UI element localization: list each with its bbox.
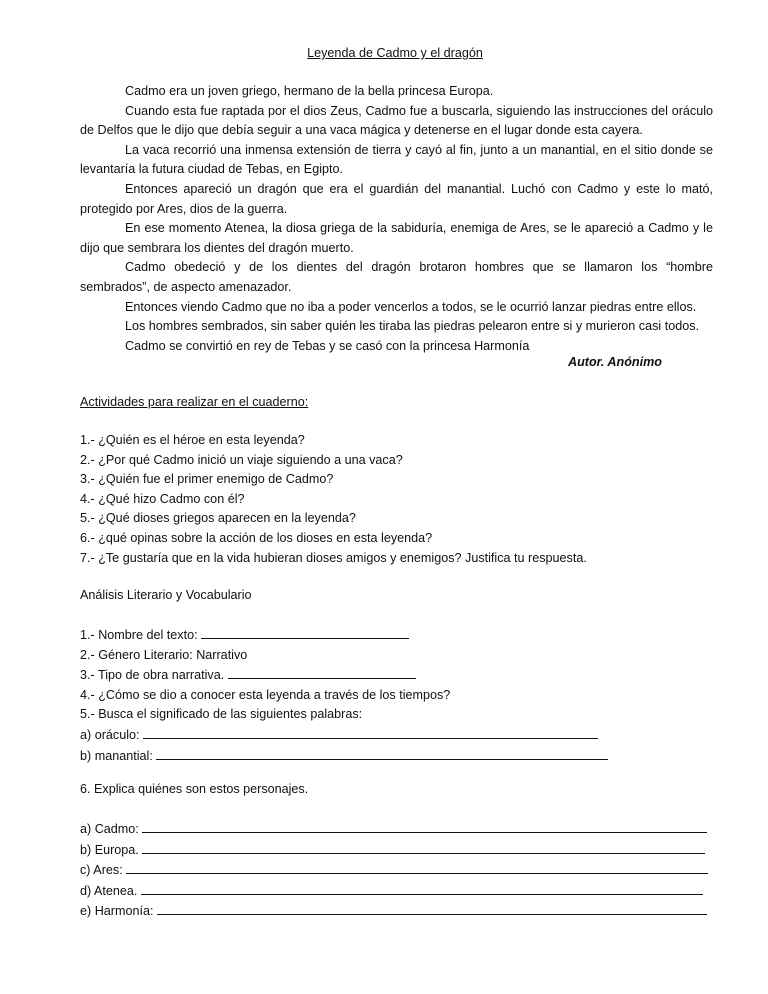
analysis-item: [80, 686, 608, 706]
story-paragraph: La vaca recorrió una inmensa extensión de tierra y cayó al fin, junto a un manantial, en el sitio donde se levantaría la futura ciudad de Tebas, en Egipto.: [80, 142, 713, 177]
character-item: [80, 881, 708, 902]
author-credit: Autor. Anónimo: [568, 355, 662, 369]
character-item-label: e) Harmonía:: [80, 904, 157, 919]
character-item-label: d) Atenea.: [80, 883, 141, 898]
answer-blank[interactable]: [143, 725, 598, 739]
activity-question: 2.- ¿Por qué Cadmo inició un viaje siguiendo a una vaca?: [80, 452, 403, 467]
answer-blank[interactable]: [142, 840, 705, 854]
character-item: [80, 860, 708, 881]
activity-question: 7.- ¿Te gustaría que en la vida hubieran dioses amigos y enemigos? Justifica tu respuesta.: [80, 550, 587, 565]
character-item: [80, 901, 708, 922]
analysis-item: [80, 705, 608, 725]
document-title: Leyenda de Cadmo y el dragón: [307, 46, 483, 60]
characters-heading: 6. Explica quiénes son estos personajes.: [80, 782, 309, 796]
legend-text: [80, 82, 713, 356]
analysis-list: [80, 625, 608, 766]
story-paragraph: Cadmo era un joven griego, hermano de la bella princesa Europa.: [125, 84, 494, 98]
answer-blank[interactable]: [141, 881, 703, 895]
answer-blank[interactable]: [201, 625, 409, 639]
analysis-heading: Análisis Literario y Vocabulario: [80, 588, 252, 602]
analysis-item: [80, 665, 608, 686]
analysis-item-label: 5.- Busca el significado de las siguientes palabras:: [80, 707, 363, 722]
analysis-item-label: 4.- ¿Cómo se dio a conocer esta leyenda a través de los tiempos?: [80, 687, 451, 702]
answer-blank[interactable]: [126, 860, 708, 874]
character-item: [80, 819, 708, 840]
story-paragraph: Entonces apareció un dragón que era el guardián del manantial. Luchó con Cadmo y este lo mató, protegido por Ares, dios de la guerra.: [80, 181, 713, 216]
analysis-item-label: 3.- Tipo de obra narrativa.: [80, 668, 228, 683]
analysis-item-label: b) manantial:: [80, 748, 157, 763]
character-item-label: c) Ares:: [80, 863, 127, 878]
story-paragraph: Entonces viendo Cadmo que no iba a poder vencerlos a todos, se le ocurrió lanzar piedras entre ellos.: [125, 299, 697, 314]
analysis-item: [80, 625, 608, 646]
character-item-label: b) Europa.: [80, 842, 143, 857]
activity-question: 1.- ¿Quién es el héroe en esta leyenda?: [80, 433, 305, 447]
activities-list: [80, 431, 587, 568]
analysis-item: [80, 646, 608, 666]
analysis-item: [80, 746, 608, 767]
activity-question: 4.- ¿Qué hizo Cadmo con él?: [80, 491, 245, 506]
activities-heading: Actividades para realizar en el cuaderno:: [80, 395, 309, 409]
story-paragraph: Cadmo obedeció y de los dientes del dragón brotaron hombres que se llamaron los “hombre sembrados”, de aspecto amenazador.: [80, 260, 713, 294]
story-paragraph: Cadmo se convirtió en rey de Tebas y se casó con la princesa Harmonía: [125, 338, 530, 353]
analysis-item-label: 2.- Género Literario: Narrativo: [80, 647, 248, 662]
story-paragraph: En ese momento Atenea, la diosa griega de la sabiduría, enemiga de Ares, se le apareció a Cadmo y le dijo que sembrara los dientes del dragón muerto.: [80, 221, 713, 255]
character-item-label: a) Cadmo:: [80, 822, 143, 836]
story-paragraph: Cuando esta fue raptada por el dios Zeus, Cadmo fue a buscarla, siguiendo las instrucciones del oráculo de Delfos que le dijo que debía seguir a una vaca mágica y detenerse en el lugar donde esta cayera.: [80, 103, 713, 138]
activity-question: 5.- ¿Qué dioses griegos aparecen en la leyenda?: [80, 511, 356, 526]
answer-blank[interactable]: [157, 901, 707, 915]
story-paragraph: Los hombres sembrados, sin saber quién les tiraba las piedras pelearon entre si y murieron casi todos.: [125, 319, 700, 334]
analysis-item: [80, 725, 608, 746]
characters-list: [80, 819, 708, 922]
analysis-item-label: 1.- Nombre del texto:: [80, 628, 202, 642]
answer-blank[interactable]: [142, 819, 707, 833]
answer-blank[interactable]: [228, 665, 416, 679]
answer-blank[interactable]: [156, 746, 608, 760]
activity-question: 6.- ¿qué opinas sobre la acción de los dioses en esta leyenda?: [80, 530, 433, 545]
character-item: [80, 840, 708, 861]
analysis-item-label: a) oráculo:: [80, 727, 143, 742]
activity-question: 3.- ¿Quién fue el primer enemigo de Cadmo?: [80, 472, 334, 487]
